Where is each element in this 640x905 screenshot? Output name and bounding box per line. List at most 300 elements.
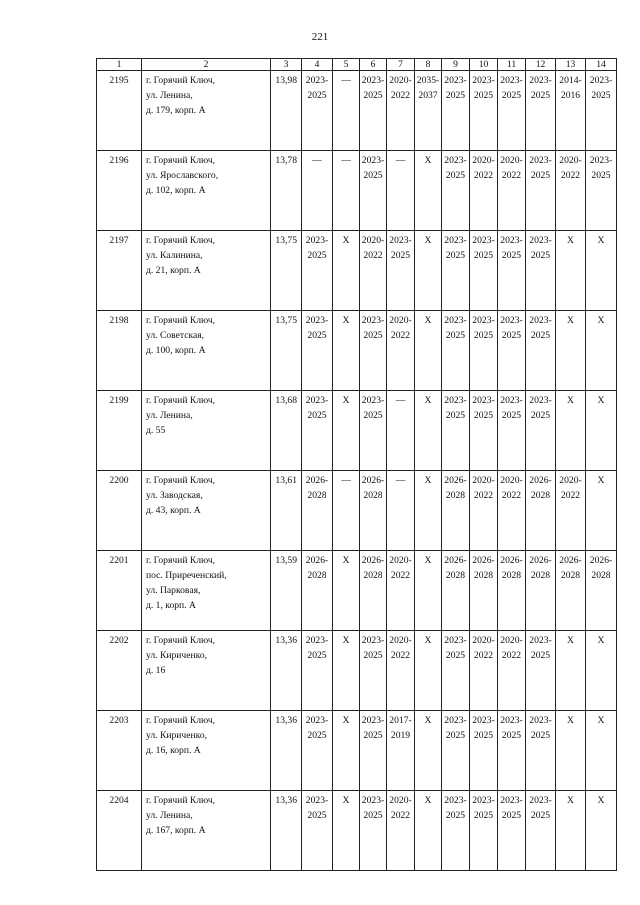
value-cell-col12 [526, 551, 556, 631]
value-line: 2025 [445, 810, 466, 821]
value-line: 2023- [529, 75, 552, 86]
address-line: г. Горячий Ключ, [146, 395, 216, 406]
value-cell-col14 [586, 471, 617, 551]
value-line: 2025 [363, 730, 383, 741]
value-line: 2028 [307, 490, 327, 501]
address-line: ул. Кириченко, [146, 650, 208, 661]
value-line: 2026- [589, 555, 613, 566]
column-header-11: 11 [498, 59, 526, 71]
column-header-1: 1 [97, 59, 142, 71]
value-cell-col9 [442, 391, 470, 471]
value-line: 2022 [363, 250, 383, 261]
value-cell-col14 [586, 311, 617, 391]
address-cell [142, 471, 271, 551]
value-line: 2022 [501, 170, 522, 181]
value-line: 2023- [361, 315, 385, 326]
column-header-3: 3 [271, 59, 302, 71]
value-cell-col10 [470, 631, 498, 711]
value-cell-col13 [556, 391, 586, 471]
value-line: 2022 [390, 90, 411, 101]
value-line: 2023- [361, 635, 385, 646]
value-line: 2023- [472, 795, 495, 806]
value-line: X [424, 155, 432, 166]
value-cell-col12 [526, 311, 556, 391]
value-line: X [567, 635, 574, 646]
table-row [97, 551, 617, 631]
value-cell-col4 [302, 71, 333, 151]
value-line: 2025 [445, 730, 466, 741]
value-cell-col7 [387, 471, 415, 551]
address-line: пос. Приреченский, [146, 570, 227, 581]
value-line: 2023- [500, 315, 523, 326]
value-cell-col4 [302, 391, 333, 471]
value-cell-col5 [333, 791, 360, 871]
value-cell-col7 [387, 791, 415, 871]
value-cell-col6 [360, 231, 387, 311]
value-line: 2028 [560, 570, 581, 581]
address-line: г. Горячий Ключ, [146, 635, 216, 646]
value-line: 2026- [444, 555, 467, 566]
value-cell-col11 [498, 631, 526, 711]
row-number: 2200 [97, 471, 142, 551]
table-row [97, 151, 617, 231]
value-line: 2023- [472, 315, 495, 326]
value-cell-col13 [556, 791, 586, 871]
value-line: 2022 [390, 330, 411, 341]
value-line: 2025 [501, 330, 522, 341]
value-cell-col11 [498, 551, 526, 631]
value-line: X [424, 635, 432, 646]
value-line: 2023- [305, 715, 329, 726]
page-number: 221 [311, 31, 329, 43]
area-cell: 13,98 [271, 71, 302, 151]
address-cell [142, 551, 271, 631]
value-cell-col8 [415, 711, 442, 791]
value-line: 2025 [445, 410, 466, 421]
value-line: 2025 [530, 330, 551, 341]
table-row [97, 231, 617, 311]
value-cell-col10 [470, 231, 498, 311]
value-line: 2023- [444, 795, 467, 806]
value-cell-col7 [387, 631, 415, 711]
value-cell-col14 [586, 791, 617, 871]
value-line: 2037 [418, 90, 438, 101]
row-number: 2203 [97, 711, 142, 791]
value-line: 2023- [589, 155, 613, 166]
address-cell [142, 711, 271, 791]
value-line: 2023- [500, 715, 523, 726]
value-cell-col11 [498, 391, 526, 471]
address-line: ул. Калинина, [146, 250, 203, 261]
value-line: 2023- [472, 75, 495, 86]
address-cell [142, 311, 271, 391]
value-cell-col5 [333, 711, 360, 791]
value-cell-col14 [586, 71, 617, 151]
value-cell-col5 [333, 471, 360, 551]
value-line: X [424, 795, 432, 806]
address-line: д. 55 [146, 425, 166, 436]
area-cell: 13,75 [271, 231, 302, 311]
value-cell-col9 [442, 631, 470, 711]
column-header-9: 9 [442, 59, 470, 71]
value-line: 2023- [529, 715, 552, 726]
area-cell: 13,68 [271, 391, 302, 471]
table-row [97, 311, 617, 391]
value-line: 2023- [444, 635, 467, 646]
value-cell-col9 [442, 551, 470, 631]
row-number: 2199 [97, 391, 142, 471]
value-line: 2020- [472, 635, 495, 646]
value-cell-col10 [470, 151, 498, 231]
row-number: 2202 [97, 631, 142, 711]
address-line: д. 43, корп. А [146, 505, 201, 516]
value-line: 2028 [445, 570, 466, 581]
value-cell-col8 [415, 471, 442, 551]
address-line: ул. Кириченко, [146, 730, 208, 741]
value-line: 2023- [589, 75, 613, 86]
value-cell-col11 [498, 151, 526, 231]
value-line: 2023- [529, 155, 552, 166]
value-cell-col5 [333, 231, 360, 311]
value-cell-col9 [442, 231, 470, 311]
value-cell-col7 [387, 71, 415, 151]
value-line: 2025 [530, 410, 551, 421]
address-line: д. 1, корп. А [146, 600, 196, 611]
value-cell-col6 [360, 471, 387, 551]
value-line: X [597, 475, 605, 486]
value-cell-col13 [556, 151, 586, 231]
value-line: 2023- [361, 795, 385, 806]
address-line: ул. Ярославского, [146, 170, 219, 181]
value-line: 2023- [444, 155, 467, 166]
value-cell-col12 [526, 71, 556, 151]
value-line: 2025 [363, 650, 383, 661]
address-line: ул. Заводская, [146, 490, 203, 501]
value-line: 2022 [560, 170, 581, 181]
address-line: ул. Ленина, [146, 810, 193, 821]
value-line: X [597, 635, 605, 646]
value-cell-col4 [302, 311, 333, 391]
address-line: д. 16 [146, 665, 166, 676]
value-cell-col11 [498, 71, 526, 151]
value-cell-col12 [526, 151, 556, 231]
area-cell: 13,59 [271, 551, 302, 631]
value-line: 2014- [559, 75, 582, 86]
value-cell-col11 [498, 711, 526, 791]
value-line: 2020- [389, 315, 412, 326]
value-line: 2028 [473, 570, 494, 581]
address-cell [142, 151, 271, 231]
row-number: 2198 [97, 311, 142, 391]
value-line: 2023- [444, 235, 467, 246]
value-cell-col10 [470, 391, 498, 471]
value-line: 2023- [444, 715, 467, 726]
value-line: 2023- [529, 235, 552, 246]
value-cell-col7 [387, 711, 415, 791]
value-line: 2023- [529, 315, 552, 326]
value-line: 2023- [361, 155, 385, 166]
value-cell-col13 [556, 471, 586, 551]
value-line: 2023- [361, 75, 385, 86]
value-cell-col14 [586, 551, 617, 631]
area-cell: 13,75 [271, 311, 302, 391]
value-line: 2026- [305, 555, 329, 566]
value-cell-col10 [470, 551, 498, 631]
value-cell-col10 [470, 791, 498, 871]
value-line: X [597, 235, 605, 246]
value-cell-col9 [442, 711, 470, 791]
value-line: 2022 [501, 650, 522, 661]
value-cell-col4 [302, 631, 333, 711]
value-line: 2022 [501, 490, 522, 501]
value-cell-col11 [498, 471, 526, 551]
column-header-2: 2 [142, 59, 271, 71]
value-line: 2025 [473, 250, 494, 261]
value-line: 2023- [305, 395, 329, 406]
address-cell [142, 391, 271, 471]
value-cell-col5 [333, 311, 360, 391]
value-cell-col12 [526, 791, 556, 871]
address-line: г. Горячий Ключ, [146, 315, 216, 326]
value-line: 2025 [445, 170, 466, 181]
value-cell-col8 [415, 311, 442, 391]
value-line: 2026- [305, 475, 329, 486]
value-cell-col14 [586, 231, 617, 311]
value-line: 2022 [473, 170, 494, 181]
table-row [97, 391, 617, 471]
value-line: 2025 [530, 90, 551, 101]
housing-register-table [96, 58, 617, 871]
value-line: 2023- [472, 235, 495, 246]
value-line: 2025 [591, 90, 611, 101]
value-line: X [567, 795, 574, 806]
column-header-14: 14 [586, 59, 617, 71]
column-header-7: 7 [387, 59, 415, 71]
value-line: 2023- [529, 795, 552, 806]
value-line: X [424, 315, 432, 326]
value-line: 2020- [472, 155, 495, 166]
value-cell-col10 [470, 71, 498, 151]
value-line: 2023- [529, 395, 552, 406]
value-line: — [395, 155, 406, 166]
value-cell-col6 [360, 151, 387, 231]
value-line: 2022 [390, 570, 411, 581]
value-line: 2025 [307, 330, 327, 341]
value-cell-col7 [387, 391, 415, 471]
value-cell-col13 [556, 311, 586, 391]
value-line: 2025 [501, 810, 522, 821]
address-line: д. 102, корп. А [146, 185, 206, 196]
column-header-13: 13 [556, 59, 586, 71]
value-line: 2019 [390, 730, 411, 741]
value-line: 2022 [560, 490, 581, 501]
value-line: 2020- [361, 235, 385, 246]
address-line: г. Горячий Ключ, [146, 75, 216, 86]
address-line: д. 16, корп. А [146, 745, 201, 756]
value-line: 2023- [305, 315, 329, 326]
address-line: г. Горячий Ключ, [146, 555, 216, 566]
value-cell-col9 [442, 471, 470, 551]
table-row [97, 631, 617, 711]
value-line: X [567, 315, 574, 326]
value-line: 2025 [501, 90, 522, 101]
value-cell-col9 [442, 71, 470, 151]
value-line: X [342, 635, 350, 646]
value-line: 2023- [361, 395, 385, 406]
value-line: 2035- [416, 75, 440, 86]
value-line: 2025 [363, 810, 383, 821]
address-line: г. Горячий Ключ, [146, 715, 216, 726]
address-line: д. 21, корп. А [146, 265, 201, 276]
table-row [97, 71, 617, 151]
value-line: 2026- [500, 555, 523, 566]
value-line: 2028 [591, 570, 611, 581]
value-cell-col5 [333, 631, 360, 711]
value-line: 2020- [559, 155, 582, 166]
value-line: — [312, 155, 322, 166]
address-line: ул. Ленина, [146, 90, 193, 101]
row-number: 2196 [97, 151, 142, 231]
value-line: 2025 [363, 90, 383, 101]
value-line: 2025 [445, 250, 466, 261]
value-line: 2028 [307, 570, 327, 581]
value-line: X [567, 235, 574, 246]
value-line: 2023- [305, 235, 329, 246]
column-header-10: 10 [470, 59, 498, 71]
area-cell: 13,61 [271, 471, 302, 551]
value-line: 2026- [444, 475, 467, 486]
value-cell-col8 [415, 551, 442, 631]
value-cell-col13 [556, 551, 586, 631]
value-cell-col6 [360, 551, 387, 631]
address-line: г. Горячий Ключ, [146, 235, 216, 246]
value-cell-col4 [302, 551, 333, 631]
value-cell-col4 [302, 471, 333, 551]
value-line: 2025 [445, 650, 466, 661]
value-line: 2020- [559, 475, 582, 486]
value-line: 2026- [361, 475, 385, 486]
column-header-12: 12 [526, 59, 556, 71]
value-cell-col13 [556, 711, 586, 791]
value-line: X [567, 395, 574, 406]
value-line: X [424, 555, 432, 566]
value-line: 2020- [472, 475, 495, 486]
value-line: X [342, 315, 350, 326]
value-cell-col4 [302, 231, 333, 311]
address-line: д. 179, корп. А [146, 105, 206, 116]
row-number: 2201 [97, 551, 142, 631]
row-number: 2195 [97, 71, 142, 151]
value-line: 2028 [363, 490, 383, 501]
value-cell-col14 [586, 391, 617, 471]
value-cell-col6 [360, 311, 387, 391]
value-line: — [341, 75, 351, 86]
value-cell-col12 [526, 231, 556, 311]
value-line: 2025 [445, 90, 466, 101]
value-line: 2025 [307, 730, 327, 741]
value-line: 2025 [363, 170, 383, 181]
value-line: 2025 [473, 730, 494, 741]
value-cell-col8 [415, 71, 442, 151]
value-line: 2025 [363, 330, 383, 341]
value-cell-col12 [526, 471, 556, 551]
column-header-6: 6 [360, 59, 387, 71]
value-cell-col7 [387, 311, 415, 391]
value-cell-col10 [470, 311, 498, 391]
value-line: 2022 [390, 650, 411, 661]
value-cell-col6 [360, 791, 387, 871]
value-cell-col9 [442, 151, 470, 231]
table-row [97, 711, 617, 791]
row-number: 2204 [97, 791, 142, 871]
column-header-5: 5 [333, 59, 360, 71]
value-line: 2020- [389, 795, 412, 806]
table-row [97, 471, 617, 551]
value-line: — [341, 155, 351, 166]
value-line: 2023- [472, 715, 495, 726]
value-line: 2025 [307, 410, 327, 421]
value-line: 2025 [307, 90, 327, 101]
value-line: 2020- [500, 475, 523, 486]
value-line: 2023- [444, 395, 467, 406]
value-cell-col13 [556, 631, 586, 711]
address-line: г. Горячий Ключ, [146, 475, 216, 486]
value-cell-col4 [302, 151, 333, 231]
value-line: 2023- [529, 635, 552, 646]
value-cell-col14 [586, 631, 617, 711]
value-line: 2025 [501, 410, 522, 421]
value-cell-col12 [526, 631, 556, 711]
value-line: 2025 [307, 250, 327, 261]
value-line: 2025 [473, 90, 494, 101]
value-cell-col14 [586, 711, 617, 791]
value-line: 2028 [530, 570, 551, 581]
value-line: 2025 [445, 330, 466, 341]
value-line: 2025 [473, 810, 494, 821]
value-line: 2020- [389, 635, 412, 646]
value-line: 2025 [530, 810, 551, 821]
value-line: 2025 [363, 410, 383, 421]
address-line: г. Горячий Ключ, [146, 155, 216, 166]
value-line: X [342, 795, 350, 806]
value-line: 2028 [445, 490, 466, 501]
value-line: — [395, 395, 406, 406]
value-cell-col11 [498, 311, 526, 391]
value-cell-col9 [442, 791, 470, 871]
value-line: 2023- [472, 395, 495, 406]
value-line: 2028 [530, 490, 551, 501]
value-line: X [567, 715, 574, 726]
value-cell-col8 [415, 631, 442, 711]
value-line: X [597, 715, 605, 726]
value-cell-col7 [387, 231, 415, 311]
value-line: X [342, 715, 350, 726]
value-line: 2026- [529, 475, 552, 486]
value-line: X [597, 395, 605, 406]
value-line: 2023- [500, 795, 523, 806]
value-line: X [424, 475, 432, 486]
value-line: 2025 [530, 650, 551, 661]
value-line: 2020- [500, 155, 523, 166]
column-header-8: 8 [415, 59, 442, 71]
value-line: 2020- [500, 635, 523, 646]
address-line: ул. Парковая, [146, 585, 201, 596]
value-line: 2022 [390, 810, 411, 821]
value-line: X [342, 555, 350, 566]
value-line: 2025 [307, 650, 327, 661]
area-cell: 13,36 [271, 631, 302, 711]
value-cell-col13 [556, 71, 586, 151]
